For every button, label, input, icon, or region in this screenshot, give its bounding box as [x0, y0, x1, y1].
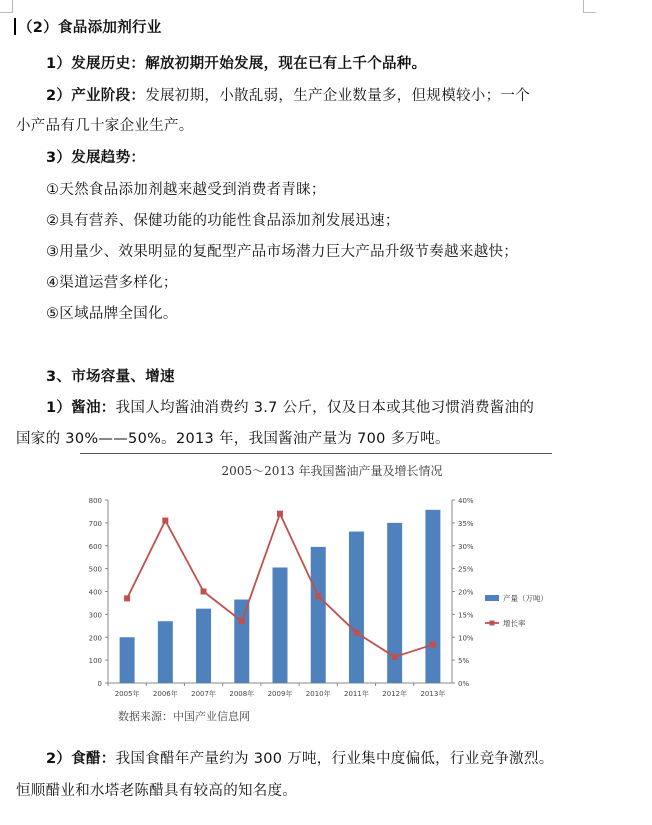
growth-rate-point: [201, 589, 207, 595]
page-corner-mark-top-right: [583, 0, 596, 13]
legend-swatch-production: [485, 595, 499, 601]
right-tick-label: 10%: [458, 634, 474, 643]
bar-production: [120, 637, 135, 683]
growth-rate-point: [392, 654, 398, 660]
right-tick-label: 5%: [458, 657, 470, 666]
chart-title: 2005～2013 年我国酱油产量及增长情况: [221, 464, 443, 478]
growth-rate-point: [239, 618, 245, 624]
soy-text-2: 国家的 30%——50%。2013 年，我国酱油产量为 700 多万吨。: [16, 431, 450, 447]
right-tick-label: 20%: [458, 588, 474, 597]
left-tick-label: 800: [88, 497, 102, 505]
vinegar-paragraph: [46, 747, 554, 768]
x-tick-label: 2007年: [191, 690, 216, 698]
trend-item-3: ③用量少、效果明显的复配型产品市场潜力巨大产品升级节奏越来越快；: [46, 244, 519, 260]
trend-item-2: ②具有营养、保健功能的功能性食品添加剂发展迅速；: [46, 213, 400, 229]
bar-production: [349, 532, 364, 683]
stage-text-2: 小产品有几十家企业生产。: [16, 118, 194, 134]
stage-paragraph: [46, 84, 530, 105]
x-tick-label: 2010年: [305, 690, 331, 698]
market-heading: 3、市场容量、增速: [46, 369, 175, 385]
bar-production: [425, 510, 440, 683]
growth-rate-point: [315, 593, 321, 599]
right-tick-label: 25%: [458, 565, 474, 574]
trend-item-4: ④渠道运营多样化；: [46, 275, 178, 291]
text-cursor: [14, 18, 16, 35]
growth-rate-point: [430, 642, 436, 648]
history-paragraph: [46, 52, 426, 73]
x-tick-label: 2009年: [267, 690, 293, 698]
x-tick-label: 2012年: [382, 690, 408, 698]
left-tick-label: 100: [88, 657, 102, 666]
left-tick-label: 700: [88, 519, 102, 528]
right-tick-label: 0%: [458, 680, 470, 688]
x-tick-label: 2005年: [114, 690, 140, 698]
soy-production-chart: [82, 458, 582, 728]
bar-production: [158, 621, 173, 683]
stage-label: 2）产业阶段：: [46, 88, 146, 104]
right-tick-label: 40%: [458, 497, 474, 505]
left-tick-label: 0: [97, 680, 102, 688]
trend-item-1: ①天然食品添加剂越来越受到消费者青睐；: [46, 182, 326, 198]
growth-rate-point: [124, 595, 130, 601]
bar-production: [196, 609, 211, 683]
right-tick-label: 30%: [458, 542, 474, 551]
x-tick-label: 2006年: [152, 690, 178, 698]
legend-label-growth: 增长率: [503, 619, 526, 628]
stage-paragraph-cont: [16, 114, 194, 135]
section-title: （2）食品添加剂行业: [18, 20, 162, 36]
vinegar-text: 我国食醋年产量约为 300 万吨，行业集中度偏低，行业竞争激烈。: [115, 751, 554, 767]
growth-rate-point: [353, 630, 359, 636]
left-tick-label: 600: [88, 542, 102, 551]
legend-label-production: 产量（万吨）: [503, 594, 548, 603]
bar-production: [273, 567, 288, 683]
x-tick-label: 2013年: [420, 690, 446, 698]
vinegar-label: 2）食醋：: [46, 751, 116, 767]
stage-text: 发展初期，小散乱弱，生产企业数量多，但规模较小；一个: [145, 88, 531, 104]
history-label: 1）发展历史：: [46, 56, 146, 72]
growth-rate-point: [277, 511, 283, 517]
x-tick-label: 2008年: [229, 690, 255, 698]
trend-item-5: ⑤区域品牌全国化。: [46, 306, 178, 322]
soy-paragraph-cont: [16, 427, 450, 448]
growth-rate-point: [162, 518, 168, 524]
left-tick-label: 300: [88, 611, 102, 620]
vinegar-text-2: 恒顺醋业和水塔老陈醋具有较高的知名度。: [16, 783, 298, 799]
soy-text: 我国人均酱油消费约 3.7 公斤，仅及日本或其他习惯消费酱油的: [115, 400, 535, 416]
trend-label: 3）发展趋势：: [46, 150, 146, 166]
left-tick-label: 500: [88, 565, 102, 574]
soy-label: 1）酱油：: [46, 400, 116, 416]
right-tick-label: 35%: [458, 519, 474, 528]
bar-production: [234, 600, 249, 683]
chart-svg: [82, 458, 582, 728]
chart-source: 数据来源：中国产业信息网: [118, 710, 250, 723]
legend-swatch-growth-marker: [490, 621, 495, 626]
vinegar-paragraph-cont: [16, 779, 297, 800]
history-text: 解放初期开始发展，现在已有上千个品种。: [145, 56, 427, 72]
bar-production: [311, 547, 326, 683]
page-corner-mark-top-left: [0, 0, 13, 13]
section-title-line: [14, 16, 162, 37]
right-tick-label: 15%: [458, 611, 474, 620]
left-tick-label: 200: [88, 634, 102, 643]
x-tick-label: 2011年: [344, 690, 369, 698]
chart-top-rule: [80, 453, 552, 454]
soy-paragraph: [46, 396, 534, 417]
left-tick-label: 400: [88, 588, 102, 597]
